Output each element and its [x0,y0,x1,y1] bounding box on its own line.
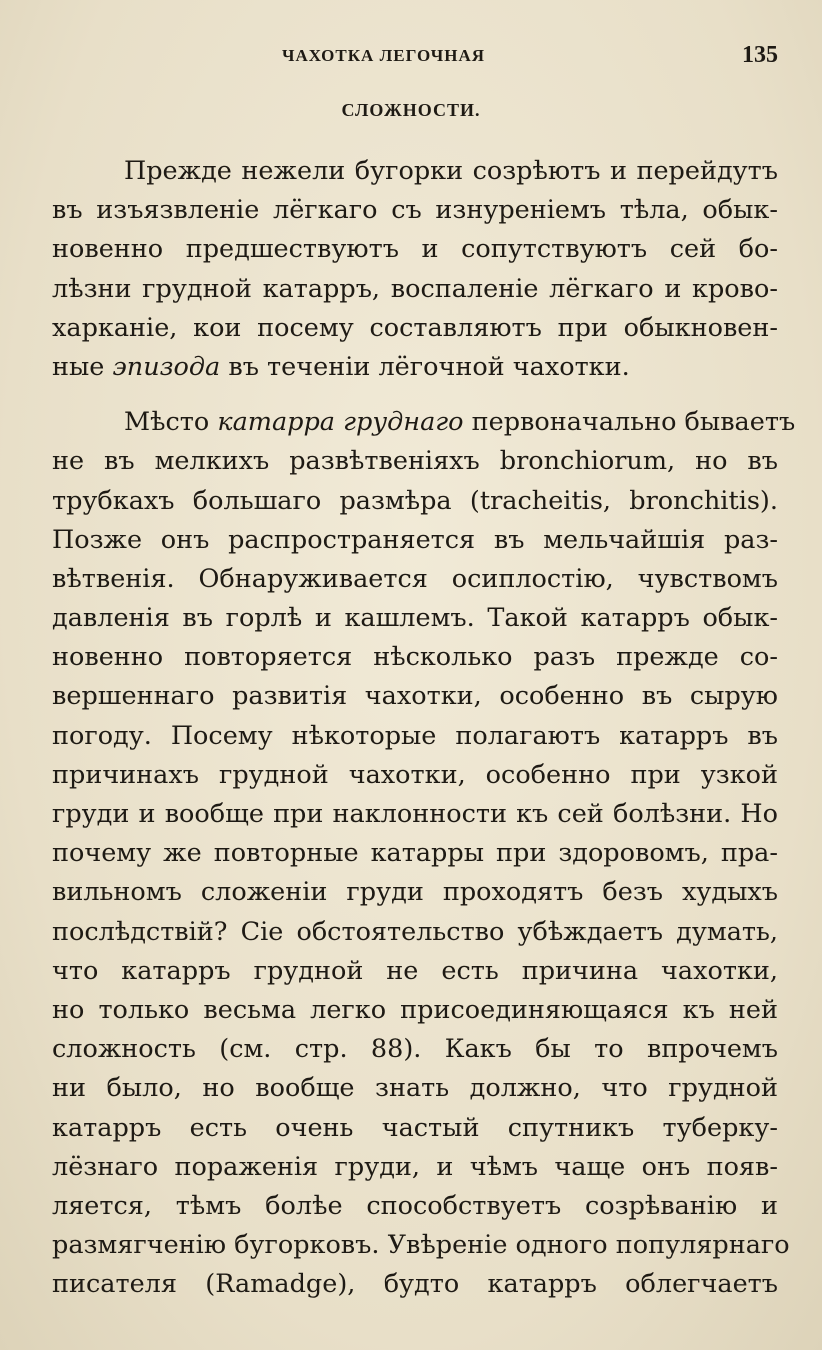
italic-term: эпизода [112,351,221,382]
text-line: новенно предшествуютъ и сопутствуютъ сей бо- [52,234,778,265]
text-line: погоду. Посему нѣкоторые полагаютъ катарръ въ [52,720,778,751]
paragraph-1 [52,152,778,387]
text-line: ляется, тѣмъ болѣе способствуетъ созрѣванію и [52,1190,778,1221]
text-line: Прежде нежели бугорки созрѣютъ и перейдутъ [124,156,778,186]
text-line [52,403,796,442]
text-line: почему же повторные катарры при здоровомъ, пра- [52,838,778,869]
text-line: трубкахъ большаго размѣра (tracheitis, bronchitis). [52,485,778,516]
text-line: но только весьма легко присоединяющаяся къ ней [52,994,778,1025]
text-line: вѣтвенія. Обнаруживается осиплостію, чувствомъ [52,563,778,594]
text-line: груди и вообще при наклонности къ сей болѣзни. Но [52,799,778,829]
body-text [52,152,796,1304]
text-line: писателя (Ramadge), будто катарръ облегчаетъ [52,1269,778,1300]
paragraph-2 [52,403,796,1304]
section-title: СЛОЖНОСТИ. [341,100,481,120]
text-line: катарръ есть очень частый спутникъ туберку- [52,1112,778,1143]
text-line: вильномъ сложеніи груди проходятъ безъ худыхъ [52,877,778,908]
text-line: новенно повторяется нѣсколько разъ прежде со- [52,642,778,673]
text-run: въ теченіи лёгочной чахотки. [220,351,630,382]
italic-term: катарра груднаго [217,407,464,438]
text-line: въ изъязвленіе лёгкаго съ изнуреніемъ тѣла, обык- [52,195,778,226]
text-line: сложность (см. стр. 88). Какъ бы то впрочемъ [52,1034,778,1065]
text-line: послѣдствій? Сіе обстоятельство убѣждаетъ думать, [52,916,778,947]
text-run: ные [52,351,113,382]
page-number: 135 [742,42,778,68]
text-line: не въ мелкихъ развѣтвеніяхъ bronchiorum, но въ [52,446,778,477]
page-header [0,42,822,78]
running-title: ЧАХОТКА ЛЕГОЧНАЯ [282,46,486,65]
text-run: Мѣсто [124,407,218,438]
text-line [52,348,778,387]
text-line: размягченію бугорковъ. Увѣреніе одного популярнаго [52,1230,790,1261]
text-line: лёзнаго пораженія груди, и чѣмъ чаще онъ появ- [52,1151,778,1182]
text-line: Позже онъ распространяется въ мельчайшія раз- [52,524,778,555]
text-run: первоначально бываетъ [463,407,796,438]
text-line: что катарръ грудной не есть причина чахотки, [52,955,778,986]
text-line: причинахъ грудной чахотки, особенно при узкой [52,759,778,790]
text-line: ни было, но вообще знать должно, что грудной [52,1073,778,1104]
text-line: харканіе, кои посему составляютъ при обыкновен- [52,312,778,343]
text-line: лѣзни грудной катарръ, воспаленіе лёгкаго и крово- [52,273,778,304]
text-line: вершеннаго развитія чахотки, особенно въ сырую [52,681,778,712]
text-line: давленія въ горлѣ и кашлемъ. Такой катарръ обык- [52,603,778,634]
